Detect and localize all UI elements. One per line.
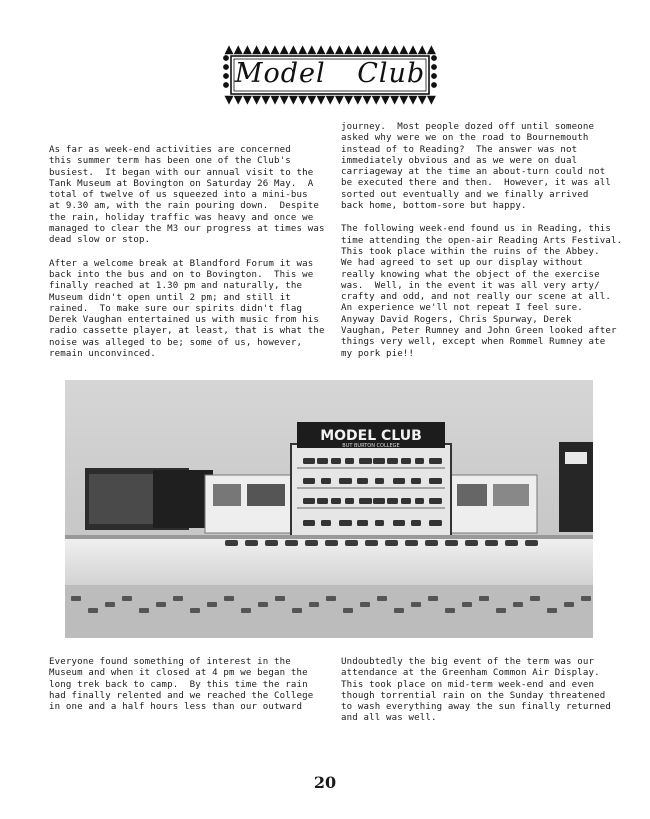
text-line: be executed there and then. However, it was all	[341, 178, 611, 189]
text-line: crafty and odd, and not really our scene at all.	[341, 292, 611, 303]
text-line: remain unconvinced.	[49, 349, 156, 360]
text-line: carriageway at the time an about-turn could not	[341, 167, 606, 178]
text-line: had finally relented and we reached the College	[49, 690, 314, 701]
text-line: and all was well.	[341, 713, 437, 724]
text-line: Vaughan, Peter Rumney and John Green looked after	[341, 326, 617, 337]
text-line: back into the bus and on to Bovington. This we	[49, 269, 314, 280]
text-line: in one and a half hours less than our outward	[49, 702, 303, 713]
text-line: This took place within the ruins of the Abbey.	[341, 246, 600, 257]
text-line: attendance at the Greenham Common Air Display.	[341, 668, 600, 679]
text-line: though torrential rain on the Sunday threatened	[341, 690, 606, 701]
text-line: asked why were we on the road to Bournemouth	[341, 133, 589, 144]
text-line: This took place on mid-term week-end and even	[341, 679, 595, 690]
text-line: Anyway David Rogers, Chris Spurway, Derek	[341, 314, 572, 325]
text-line: noise was alleged to be; some of us, however,	[49, 337, 303, 348]
model-display-image	[65, 380, 593, 638]
text-line: Museum didn't open until 2 pm; and still it	[49, 292, 291, 303]
article-column-right-bottom	[341, 657, 623, 737]
text-line: finally reached at 1.30 pm and naturally, the	[49, 281, 303, 292]
sign-subtitle: BUT BURTON COLLEGE	[342, 443, 400, 449]
text-line: Museum and when it closed at 4 pm we began the	[49, 668, 308, 679]
text-line: As far as week-end activities are concerned	[49, 145, 291, 155]
text-line: The following week-end found us in Reading, this	[341, 224, 611, 235]
text-line: really knowing what the object of the exercise	[341, 269, 600, 280]
text-line: dead slow or stop.	[49, 235, 151, 246]
page-number: 20	[313, 773, 337, 792]
text-line: to wash everything away the sun finally returned	[341, 702, 611, 713]
text-line: managed to clear the M3 our progress at times was	[49, 224, 325, 235]
right-top-paragraph	[341, 122, 623, 212]
text-line: We had agreed to set up our display without	[341, 258, 583, 269]
text-line: rained. To make sure our spirits didn't flag	[49, 303, 303, 314]
display-photo	[65, 380, 593, 638]
text-line: journey. Most people dozed off until someone	[341, 122, 595, 132]
text-line: at 9.30 am, with the rain pouring down. Despite	[49, 201, 319, 212]
text-line: things very well, except when Rommel Rumney ate	[341, 337, 606, 348]
article-column-left-bottom	[49, 657, 321, 725]
left-top-paragraph	[49, 258, 325, 361]
article-column-left-top	[49, 145, 325, 372]
text-line: Everyone found something of interest in the	[49, 657, 291, 667]
text-line: time attending the open-air Reading Arts Festival.	[341, 235, 623, 246]
banner-title: Model Club	[234, 58, 426, 89]
text-line: Tank Museum at Bovington on Saturday 26 May. A	[49, 178, 314, 189]
text-line: sorted out eventually and we finally arrived	[341, 189, 589, 200]
text-line: the rain, holiday traffic was heavy and once we	[49, 212, 314, 223]
text-line: my pork pie!!	[341, 348, 415, 359]
text-line: this summer term has been one of the Club's	[49, 156, 291, 167]
text-line: total of twelve of us squeezed into a mini-bus	[49, 190, 308, 201]
text-line: instead of to Reading? The answer was not	[341, 144, 578, 155]
right-bottom-paragraph	[341, 657, 623, 725]
text-line: Undoubtedly the big event of the term was our	[341, 657, 595, 667]
left-bottom-paragraph	[49, 657, 321, 713]
left-top-paragraph	[49, 145, 325, 247]
text-line: back home, bottom-sore but happy.	[341, 201, 527, 212]
text-line: radio cassette player, at least, that is what the	[49, 326, 325, 337]
article-column-right-top	[341, 122, 623, 372]
club-banner	[221, 44, 439, 106]
text-line: After a welcome break at Blandford Forum it was	[49, 258, 314, 269]
text-line: Derek Vaughan entertained us with music from his	[49, 315, 319, 326]
text-line: immediately obvious and as we were on dual	[341, 155, 578, 166]
sign-title: MODEL CLUB	[320, 428, 422, 444]
text-line: was. Well, in the event it was all very arty/	[341, 280, 600, 291]
text-line: An experience we'll not repeat I feel sure.	[341, 303, 583, 314]
text-line: busiest. It began with our annual visit to the	[49, 167, 314, 178]
text-line: long trek back to camp. By this time the rain	[49, 679, 308, 690]
right-top-paragraph	[341, 224, 623, 360]
